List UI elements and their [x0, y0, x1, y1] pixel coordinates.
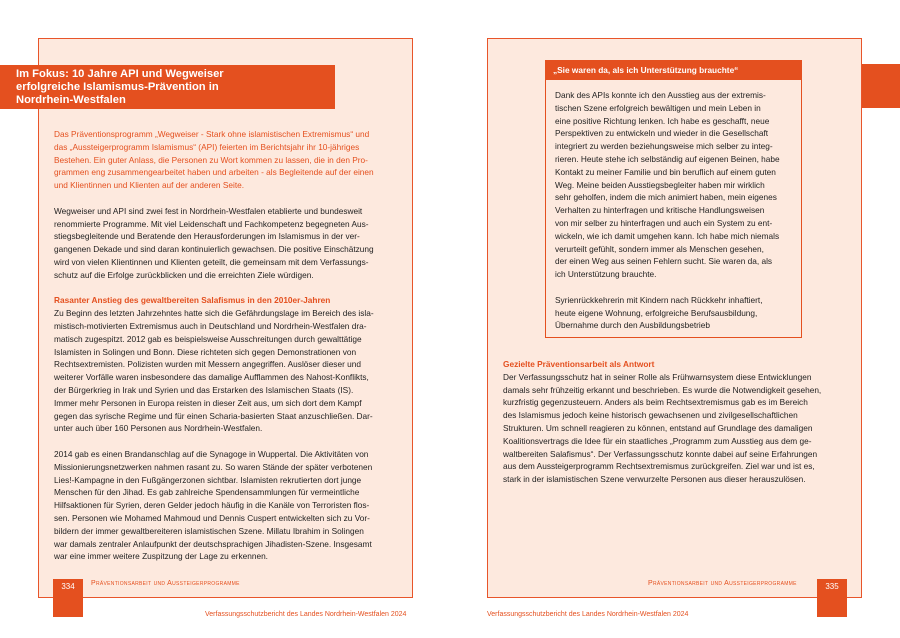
text-line: bildern der immer gewaltbereiteren islamistischen Szene. Millatu Ibrahim in Solingen: [54, 525, 364, 536]
text-line: tischen Szene erfolgreich bewältigen und mein Leben in: [555, 102, 761, 113]
text-line: Bestehen. Ein guter Anlass, die Personen zu Wort kommen zu lassen, die in den Pro-: [54, 154, 368, 165]
text-line: rieren. Heute stehe ich selbständig auf eigenen Beinen, habe: [555, 153, 780, 164]
text-line: mistisch-motivierten Extremismus auch in Deutschland und Nordrhein-Westfalen dra-: [54, 320, 367, 331]
quote-text: [555, 89, 795, 345]
text-line: Übernahme durch den Ausbildungsbetrieb: [555, 320, 710, 331]
body-paragraph: [54, 294, 399, 435]
text-line: gegen das syrische Regime und für einen Scharia-basierten Staat anzuschließen. Dar-: [54, 410, 373, 421]
text-line: sehr geholfen, indem die mich animiert haben, mein eigenes: [555, 192, 777, 203]
text-line: des Islamismus jedoch keine historisch gewachsenen und zivilgesellschaftlichen: [503, 410, 798, 421]
text-line: grammen eng zusammengearbeitet haben und arbeiten - als Begleitende auf der einen: [54, 167, 374, 178]
text-line: war eine immer weitere Zuspitzung der Lage zu erkennen.: [54, 551, 268, 562]
text-line: Islamisten in Solingen und Bonn. Diese richteten sich gegen Demonstrationen von: [54, 346, 357, 357]
article-title: [0, 65, 335, 109]
text-line: stiegsbegleitende und Beratende den Herausforderungen im Islamismus in der ver-: [54, 231, 360, 242]
text-line: Der Verfassungsschutz hat in seiner Rolle als Frühwarnsystem diese Entwicklungen: [503, 371, 812, 382]
text-line: Strukturen. Um schnell reagieren zu können, entstand auf Grundlage des damaligen: [503, 422, 813, 433]
text-line: das „Aussteigerprogramm Islamismus“ (API) feierten im Berichtsjahr ihr 10-jähriges: [54, 141, 360, 152]
body-paragraph: [503, 358, 848, 486]
text-line: gangenen Dekade und sind daran kontinuierlich gewachsen. Die positive Einschätzung: [54, 244, 374, 255]
section-heading: Rasanter Anstieg des gewaltbereiten Salafismus in den 2010er-Jahren: [54, 295, 331, 306]
running-footer: Verfassungsschutzbericht des Landes Nordrhein-Westfalen 2024: [487, 611, 689, 618]
quote-attribution: [555, 294, 795, 332]
text-line: unter auch über 160 Personen aus Nordrhein-Westfalen.: [54, 423, 263, 434]
text-line: stark in der islamistischen Szene verwurzelte Personen aus dieser herauszulösen.: [503, 474, 806, 485]
text-line: waltbereiten Salafismus“. Der Verfassungsschutz konnte dabei auf seine Erfahrungen: [503, 448, 818, 459]
text-line: der Bürgerkrieg in Irak und Syrien und das Erstarken des Islamischen Staats (IS).: [54, 384, 354, 395]
text-line: ich Unterstützung brauchte.: [555, 269, 657, 280]
text-line: und Klientinnen und Klienten auf der anderen Seite.: [54, 180, 245, 191]
page-number: 334: [53, 579, 83, 617]
text-line: Kontakt zu meiner Familie und bin beruflich auf einem guten: [555, 166, 776, 177]
intro-paragraph: [54, 128, 399, 192]
text-line: Zu Beginn des letzten Jahrzehntes hatte sich die Gefährdungslage im Bereich des isla-: [54, 308, 374, 319]
text-line: sen. Personen wie Mohamed Mahmoud und Dennis Cuspert entwickelten sich zu Vor-: [54, 512, 370, 523]
text-line: Menschen für den Jihad. Es gab zahlreiche Spendensammlungen für vermeintliche: [54, 487, 360, 498]
body-paragraph: [54, 448, 399, 563]
text-line: Weg. Meine beiden Ausstiegsbegleiter haben mir wirklich: [555, 179, 765, 190]
text-line: Syrienrückkehrerin mit Kindern nach Rückkehr inhaftiert,: [555, 294, 763, 305]
title-line: erfolgreiche Islamismus-Prävention in: [16, 81, 219, 93]
text-line: weiterer Vorfälle waren insbesondere das damalige Aufflammen des Nahost-Konflikts,: [54, 372, 369, 383]
text-line: war damals zentraler Anlaufpunkt der deutschsprachigen Jihadisten-Szene. Insgesamt: [54, 538, 372, 549]
right-column-text: [503, 358, 848, 499]
text-line: heute eigene Wohnung, erfolgreiche Berufsausbildung,: [555, 307, 758, 318]
text-line: schutz auf die Erfolge zurückblicken und die erreichten Ziele würdigen.: [54, 269, 314, 280]
text-line: der einen Weg aus seinen Fehlern sucht. Sie waren da, als: [555, 256, 773, 267]
text-line: renommierte Programme. Mit viel Leidenschaft und Fachkompetenz begegneten Aus-: [54, 218, 369, 229]
text-line: Rechtsextremisten. Polizisten wurden mit Messern angegriffen. Auslöser dieser und: [54, 359, 361, 370]
text-line: Perspektiven zu entwickeln und wieder in die Gesellschaft: [555, 128, 769, 139]
text-line: Das Präventionsprogramm „Wegweiser - Stark ohne islamistischen Extremismus“ und: [54, 129, 370, 139]
text-line: Verhalten zu hinterfragen und kritische Handlungsweisen: [555, 205, 765, 216]
page-number: 335: [817, 579, 847, 617]
title-line: Im Fokus: 10 Jahre API und Wegweiser: [16, 68, 224, 80]
text-line: Lies!-Kampagne in den Fußgängerzonen sichtbar. Islamisten rekrutierten dort junge: [54, 474, 362, 485]
footer-section-label: Präventionsarbeit und Aussteigerprogramme: [91, 580, 240, 587]
text-line: kurzfristig gegenzusteuern. Anders als beim Rechtsextremismus gab es im Bereich: [503, 397, 808, 408]
left-column-text: [54, 128, 399, 576]
text-line: von mir selber zu hinterfragen und auch ein System zu ent-: [555, 217, 773, 228]
text-line: Wegweiser und API sind zwei fest in Nordrhein-Westfalen etablierte und bundesweit: [54, 205, 363, 216]
quote-title: „Sie waren da, als ich Unterstützung brauchte“: [545, 60, 802, 80]
text-line: 2014 gab es einen Brandanschlag auf die Synagoge in Wuppertal. Die Aktivitäten von: [54, 448, 369, 459]
text-line: Koalitionsvertrags die Idee für ein staatliches „Programm zum Ausstieg aus dem ge-: [503, 435, 812, 446]
text-line: wickeln, wie ich damit umgehen kann. Ich habe mich niemals: [555, 230, 780, 241]
text-line: eine positive Richtung lenken. Ich habe es geschafft, neue: [555, 115, 770, 126]
text-line: matisch zugespitzt. 2012 gab es beispielsweise Ausschreitungen durch gewalttätige: [54, 333, 362, 344]
quote-body: [555, 89, 795, 281]
title-line: Nordrhein-Westfalen: [16, 94, 126, 106]
text-line: Immer mehr Personen in Europa reisten in dieser Zeit aus, um sich dort dem Kampf: [54, 397, 362, 408]
text-line: damals sehr frühzeitig erkannt und beschrieben. Es wurde die Notwendigkeit gesehen,: [503, 384, 822, 395]
footer-section-label: Präventionsarbeit und Aussteigerprogramme: [648, 580, 797, 587]
section-heading: Gezielte Präventionsarbeit als Antwort: [503, 359, 655, 369]
side-tab-marker: [862, 64, 900, 108]
body-paragraph: [54, 205, 399, 282]
text-line: Missionierungsnetzwerken nahmen rasant zu. So waren Stände der später verbotenen: [54, 461, 373, 472]
running-footer: Verfassungsschutzbericht des Landes Nordrhein-Westfalen 2024: [205, 611, 407, 618]
text-line: Hilfsaktionen für Syrien, deren Gelder jedoch häufig in die Kanäle von Terroristen flos-: [54, 500, 370, 511]
text-line: Dank des APIs konnte ich den Ausstieg aus der extremis-: [555, 90, 766, 100]
text-line: verurteilt gefühlt, sondern immer als Menschen gesehen,: [555, 243, 764, 254]
text-line: aus dem Aussteigerprogramm Rechtsextremismus zurückgreifen. Ziel war und ist es,: [503, 461, 815, 472]
text-line: wird von vielen Klientinnen und Klienten geteilt, die gemeinsam mit dem Verfassungs-: [54, 256, 369, 267]
text-line: integriert zu werden beziehungsweise mich selber zu integ-: [555, 141, 773, 152]
